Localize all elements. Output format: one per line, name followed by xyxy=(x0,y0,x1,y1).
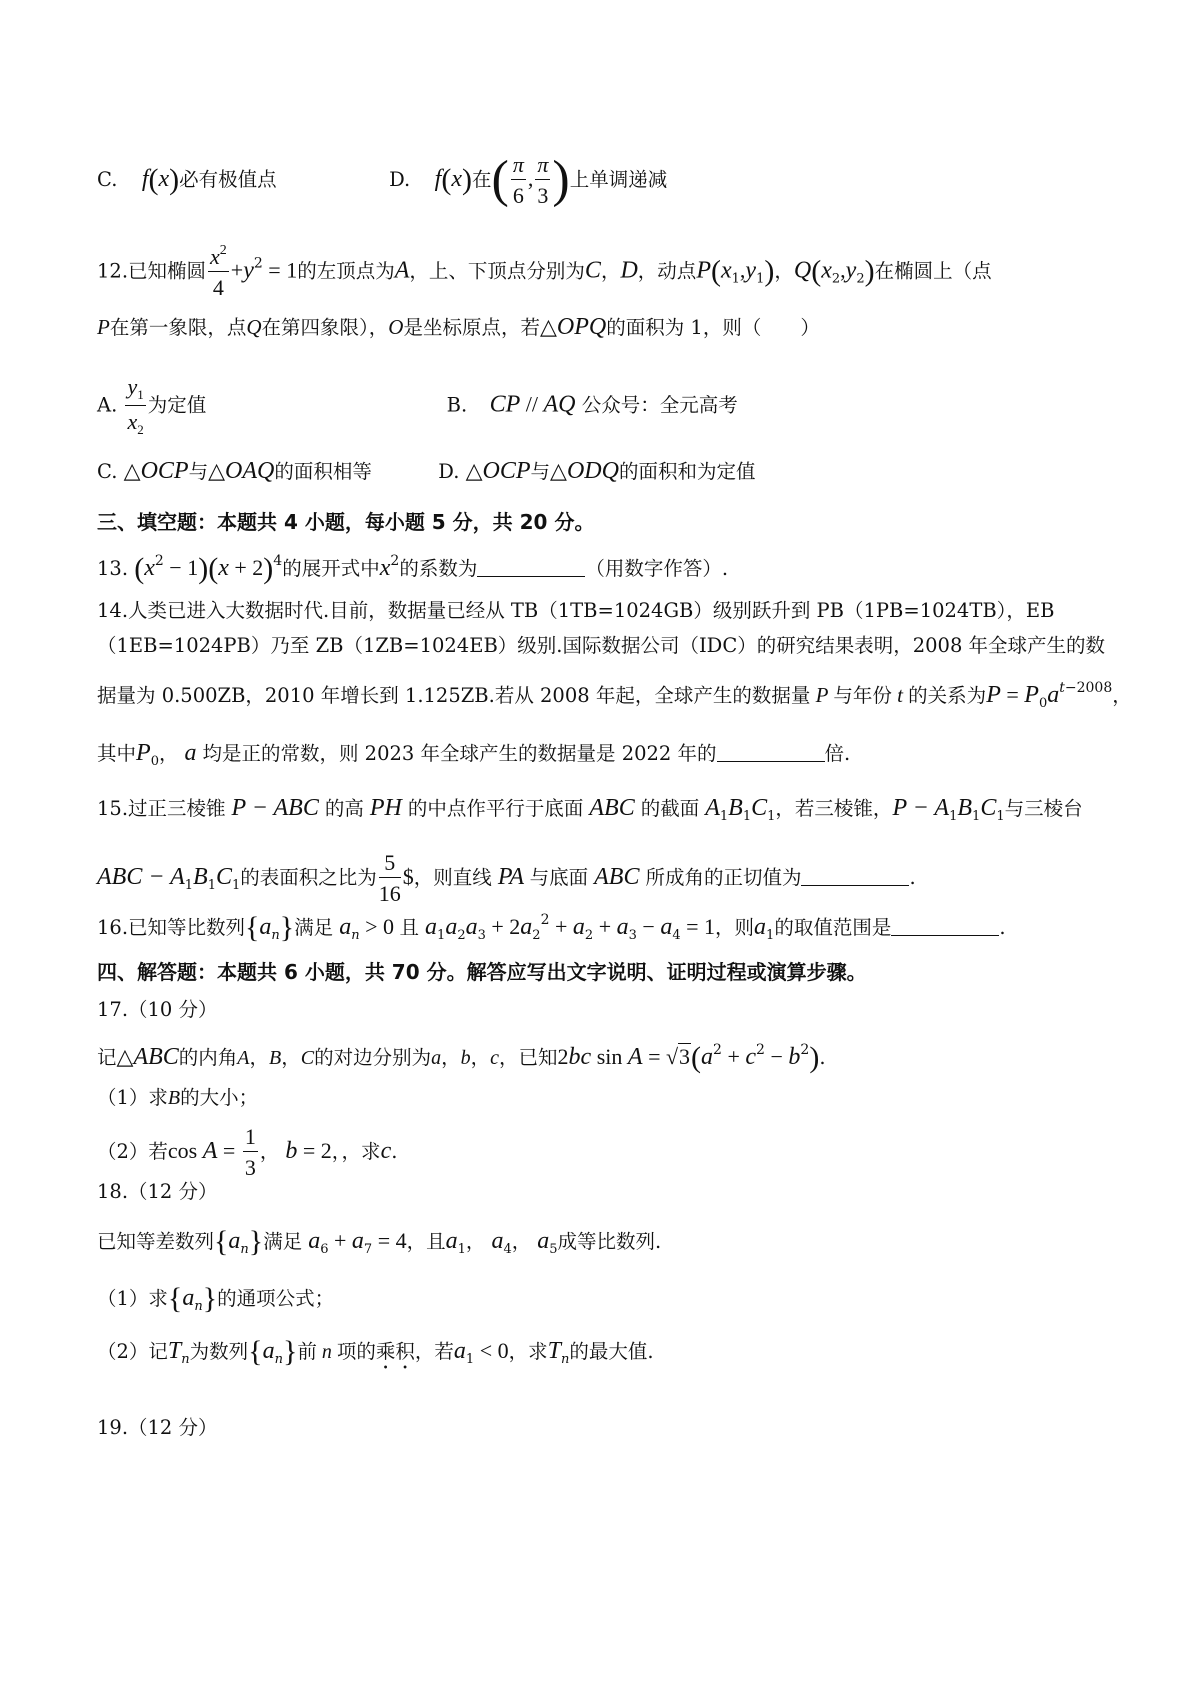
q12-stem-line1: 12.已知椭圆 $\frac{x^2}{4}$ $+y^2 = 1$的左顶点为A，上、下顶点分别为C，D，动点$P(x_1,y_1)$，$Q(x_2,y_2)$在椭圆上（点 xyxy=(97,243,992,301)
q12-option-b-text: 公众号：全元高考 xyxy=(581,393,738,417)
q12-option-d-text: 的面积和为定值 xyxy=(618,460,756,483)
q12-option-c-text: 的面积相等 xyxy=(274,460,372,483)
q17-stem: 记△ABC的内角A，B，C的对边分别为a，b，c，已知2bc $\sin A = √3(a^2 + c^2 - b^2)$. xyxy=(97,1041,826,1074)
q18-stem: 已知等差数列$\{a_n\}$满足 $a_6 + a_7 = 4$，且$a_1$， $a_4$， $a_5$成等比数列. xyxy=(97,1225,662,1258)
q12-options-ab: A. $\frac{y_1}{x_2}$ 为定值 B. CP // AQ 公众号：全元高考 xyxy=(97,374,738,437)
q14-line3: 据量为 0.500ZB，2010 年增长到 1.125ZB.若从 2008 年起，全球产生的数据量 P 与年份 t 的关系为$P = P_0a^{t-2008}$， xyxy=(97,680,1132,711)
q15-answer-blank xyxy=(801,885,909,886)
q13: 13. $(x^2 - 1)(x + 2)^4$的展开式中$x^2$的系数为 （用数字作答）. xyxy=(97,552,729,585)
q12-option-a-label: A. xyxy=(97,393,118,417)
q17-part2: （2）若cos A = $\frac{1}{3}$ ， b = 2，，求c. xyxy=(97,1124,398,1181)
q18-header: 18.（12 分） xyxy=(97,1180,218,1203)
q12-option-b-label: B. xyxy=(446,393,468,417)
q17-header: 17.（10 分） xyxy=(97,998,218,1021)
q11-options-cd: C. f(x)必有极值点 D. f(x)在( $\frac{\pi}{6}$ , $\frac{\pi}{3}$ )上单调递减 xyxy=(97,150,668,209)
section-3-heading: 三、填空题：本题共 4 小题，每小题 5 分，共 20 分。 xyxy=(97,510,595,534)
q16: 16.已知等比数列$\{a_n\}$满足 $a_n > 0$ 且 $a_1a_2a_3 + 2a_2^2 + a_2 + a_3 - a_4 = 1$，则$a_1$的取值范围是 . xyxy=(97,911,1006,944)
q12-option-c-label: C. xyxy=(97,460,118,483)
q19-header: 19.（12 分） xyxy=(97,1416,218,1439)
q14-line2: （1EB=1024PB）乃至 ZB（1ZB=1024EB）级别.国际数据公司（IDC）的研究结果表明，2008 年全球产生的数 xyxy=(97,634,1106,657)
q18-part2: （2）记$T_n$为数列$\{a_n\}$前 n 项的乘积，若$a_1 < 0$，求$T_n$的最大值. xyxy=(97,1335,654,1368)
q18-part1: （1）求$\{a_n\}$的通项公式； xyxy=(97,1282,335,1315)
q15-line1: 15.过正三棱锥 P − ABC 的高 PH 的中点作平行于底面 ABC 的截面 $A_1B_1C_1$，若三棱锥，$P - A_1B_1C_1$与三棱台 xyxy=(97,795,1083,824)
q11-option-d-text: 上单调递减 xyxy=(569,167,668,191)
q15-line2: ABC − $A_1B_1C_1$的表面积之比为 $\frac{5}{16}$ $，则直线 PA 与底面 ABC 所成角的正切值为 . xyxy=(97,850,916,907)
q14-line4: 其中$P_0$， a 均是正的常数，则 2023 年全球产生的数据量是 2022 年的 倍. xyxy=(97,740,851,769)
q12-option-a-text: 为定值 xyxy=(147,393,207,417)
q17-part1: （1）求B的大小； xyxy=(97,1086,259,1109)
q12-stem-line2: P在第一象限，点Q在第四象限），O是坐标原点，若△OPQ的面积为 1，则（ ） xyxy=(97,314,820,340)
q16-answer-blank xyxy=(891,935,999,936)
section-4-heading: 四、解答题：本题共 6 小题，共 70 分。解答应写出文字说明、证明过程或演算步骤。 xyxy=(97,960,867,984)
q13-answer-blank xyxy=(477,576,585,577)
q12-options-cd: C. △OCP与△OAQ的面积相等 D. △OCP与△ODQ的面积和为定值 xyxy=(97,458,756,484)
q11-option-c-text: 必有极值点 xyxy=(179,167,277,191)
q11-option-d-label: D. xyxy=(389,167,411,191)
q11-option-c-label: C. xyxy=(97,167,118,191)
q12-option-d-label: D. xyxy=(438,460,460,483)
q14-answer-blank xyxy=(717,761,825,762)
q14-line1: 14.人类已进入大数据时代.目前，数据量已经从 TB（1TB=1024GB）级别跃升到 PB（1PB=1024TB），EB xyxy=(97,599,1055,622)
